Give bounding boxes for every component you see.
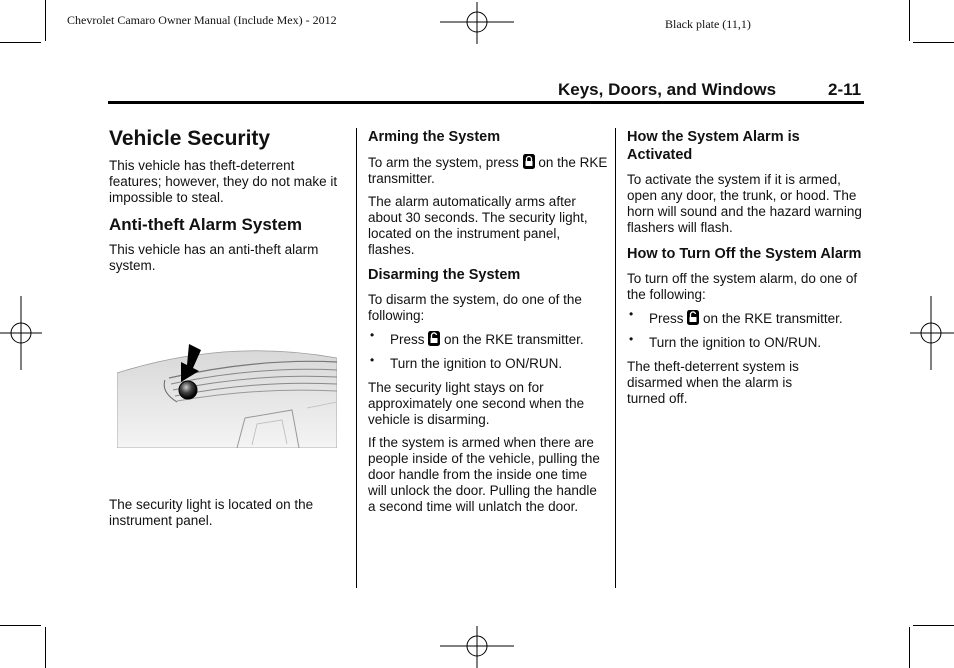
turnoff-intro: To turn off the system alarm, do one of the following: <box>627 271 858 302</box>
crop-mark <box>45 0 46 41</box>
bullet-text: Turn the ignition to ON/RUN. <box>390 356 563 371</box>
bullet-text: Turn the ignition to ON/RUN. <box>649 335 822 350</box>
armed-occupants-paragraph: If the system is armed when there are people inside of the vehicle, pulling the door handle from the inside one time will unlock the door. Pulling the handle a second time will unlatch the door. <box>368 435 600 514</box>
plate-label: Black plate (11,1) <box>665 17 751 31</box>
arming-text-b: on the RKE transmitter. <box>368 155 608 186</box>
registration-mark-icon <box>440 626 514 668</box>
auto-arm-paragraph: The alarm automatically arms after about 30 seconds. The security light, located on the instrument panel, flashes. <box>368 194 588 257</box>
column-divider <box>356 128 357 588</box>
arming-text-a: To arm the system, press <box>368 155 519 170</box>
activated-paragraph: To activate the system if it is armed, open any door, the trunk, or hood. The horn will sound and the hazard warning flashers will flash. <box>627 172 862 235</box>
crop-mark <box>913 625 954 626</box>
section-title: Vehicle Security <box>109 127 271 150</box>
registration-mark-icon <box>0 296 42 370</box>
registration-mark-icon <box>440 2 514 44</box>
alarm-intro-paragraph: This vehicle has an anti-theft alarm system. <box>109 242 319 273</box>
illustration-caption: The security light is located on the instrument panel. <box>109 497 314 528</box>
column-3 <box>627 128 865 414</box>
registration-mark-icon <box>910 296 954 370</box>
unlock-icon <box>687 310 699 325</box>
bullet-text-b: on the RKE transmitter. <box>703 311 843 326</box>
list-item: • Turn the ignition to ON/RUN. <box>629 332 822 350</box>
turnoff-heading: How to Turn Off the System Alarm <box>627 246 862 262</box>
list-item: • Press on the RKE transmitter. <box>370 328 584 347</box>
column-1 <box>109 126 349 281</box>
security-light-illustration <box>117 340 337 448</box>
list-item: • Turn the ignition to ON/RUN. <box>370 353 563 371</box>
header-rule <box>108 101 864 104</box>
page-number: 2-11 <box>828 80 862 99</box>
list-item: • Press on the RKE transmitter. <box>629 307 843 326</box>
chapter-title: Keys, Doors, and Windows <box>558 80 777 99</box>
bullet-text-b: on the RKE transmitter. <box>444 332 584 347</box>
arming-heading: Arming the System <box>368 129 501 145</box>
subsection-title: Anti-theft Alarm System <box>109 215 303 234</box>
crop-mark <box>45 627 46 668</box>
bullet-text-a: Press <box>390 332 425 347</box>
column-divider <box>615 128 616 588</box>
disarming-heading: Disarming the System <box>368 267 521 283</box>
bullet-text-a: Press <box>649 311 684 326</box>
arming-paragraph <box>368 154 608 187</box>
activated-heading: How the System Alarm is Activated <box>627 129 800 163</box>
intro-paragraph: This vehicle has theft-deterrent features; however, they do not make it impossible to steal. <box>109 158 338 205</box>
column-2 <box>368 128 608 522</box>
disarming-intro: To disarm the system, do one of the following: <box>368 292 582 323</box>
crop-mark <box>909 627 910 668</box>
crop-mark <box>909 0 910 41</box>
doc-title: Chevrolet Camaro Owner Manual (Include Mex) - 2012 <box>67 13 337 27</box>
illustration-caption-block <box>109 497 349 536</box>
crop-mark <box>0 625 41 626</box>
lock-icon <box>523 154 535 169</box>
security-light-paragraph: The security light stays on for approximately one second when the vehicle is disarming. <box>368 380 585 427</box>
final-paragraph: The theft-deterrent system is disarmed when the alarm is turned off. <box>627 359 799 406</box>
crop-mark <box>913 42 954 43</box>
crop-mark <box>0 42 41 43</box>
unlock-icon <box>428 331 440 346</box>
